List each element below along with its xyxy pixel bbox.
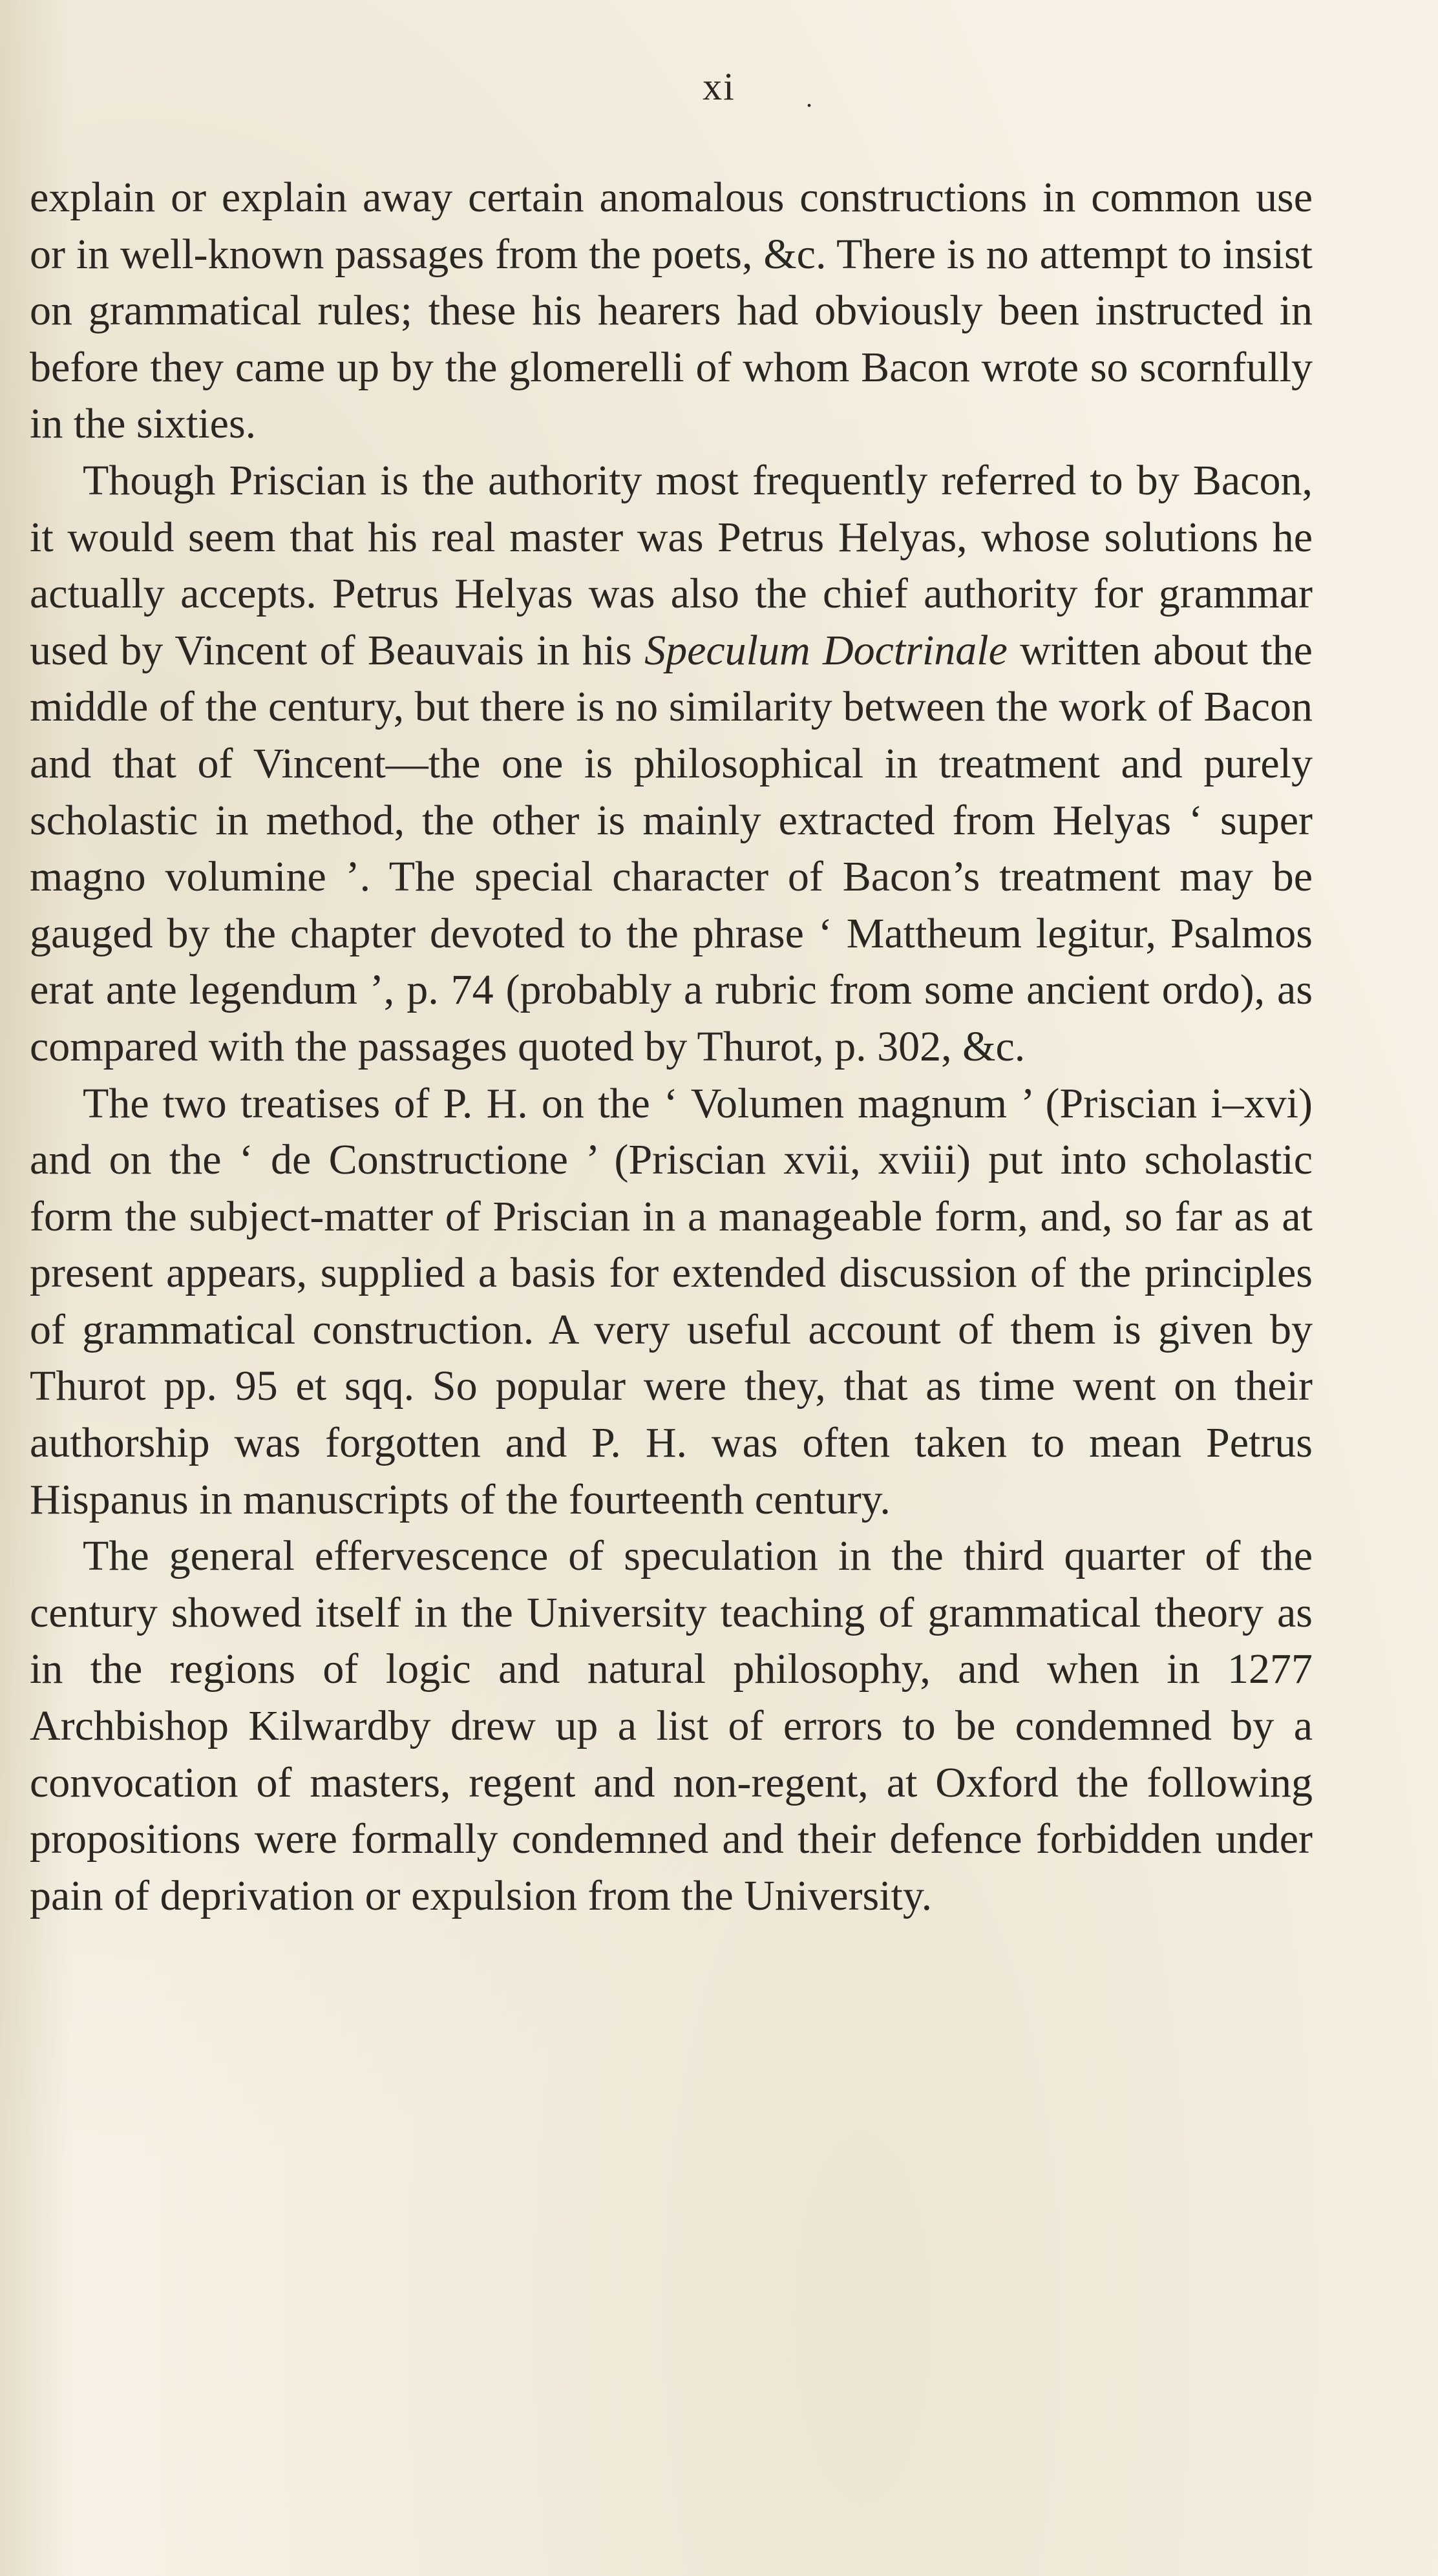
paragraph-1: explain or explain away certain anomalous constructions in common use or in well-known passages from the poets, &c. There is no attempt to insist on grammatical rules; these his hearers had obviously been instructed in before they came up by the glomerelli of whom Bacon wrote so scornfully in the sixties. <box>30 174 1313 448</box>
paragraph-2 <box>30 452 1313 1075</box>
page-number-text: xi <box>703 65 735 108</box>
paragraph-2-text-before: Though Priscian is the authority most frequently referred to by Bacon, it would seem that his real master was Petrus Helyas, whose solutions he actually accepts. Petrus Helyas was also the chief authority for grammar used by Vincent of Beauvais in his <box>30 456 1313 674</box>
paragraph-2-text-after: written about the middle of the century, but there is no similarity between the work of Bacon and that of Vincent—the one is philosophical in treatment and purely scholastic in method, the other is mainly extracted from Helyas ‘ super magno volumine ’. The special character of Bacon’s treatment may be gauged by the chapter devoted to the phrase ‘ Mattheum legitur, Psalmos erat ante legendum ’, p. 74 (probably a rubric from some ancient ordo), as compared with the passages quoted by Thurot, p. 302, &c. <box>30 626 1313 1070</box>
book-title-speculum-doctrinale: Speculum Doctrinale <box>644 626 1008 674</box>
paragraph-3: The two treatises of P. H. on the ‘ Volumen magnum ’ (Priscian i–xvi) and on the ‘ de Constructione ’ (Priscian xvii, xviii) put into scholastic form the subject-matter of Priscian in a manageable form, and, so far as at present appears, supplied a basis for extended discussion of the principles of grammatical construction. A very useful account of them is given by Thurot pp. 95 et sqq. So popular were they, that as time went on their authorship was forgotten and P. H. was often taken to mean Petrus Hispanus in manuscripts of the fourteenth century. <box>30 1079 1313 1523</box>
body-text <box>30 169 1313 1924</box>
paragraph-4: The general effervescence of speculation in the third quarter of the century showed itself in the University teaching of grammatical theory as in the regions of logic and natural philosophy, and when in 1277 Archbishop Kilwardby drew up a list of errors to be condemned by a convocation of masters, regent and non-regent, at Oxford the following propositions were formally condemned and their defence forbidden under pain of deprivation or expulsion from the University. <box>30 1532 1313 1919</box>
page-number <box>0 65 1438 112</box>
page-number-dot: . <box>806 83 814 112</box>
